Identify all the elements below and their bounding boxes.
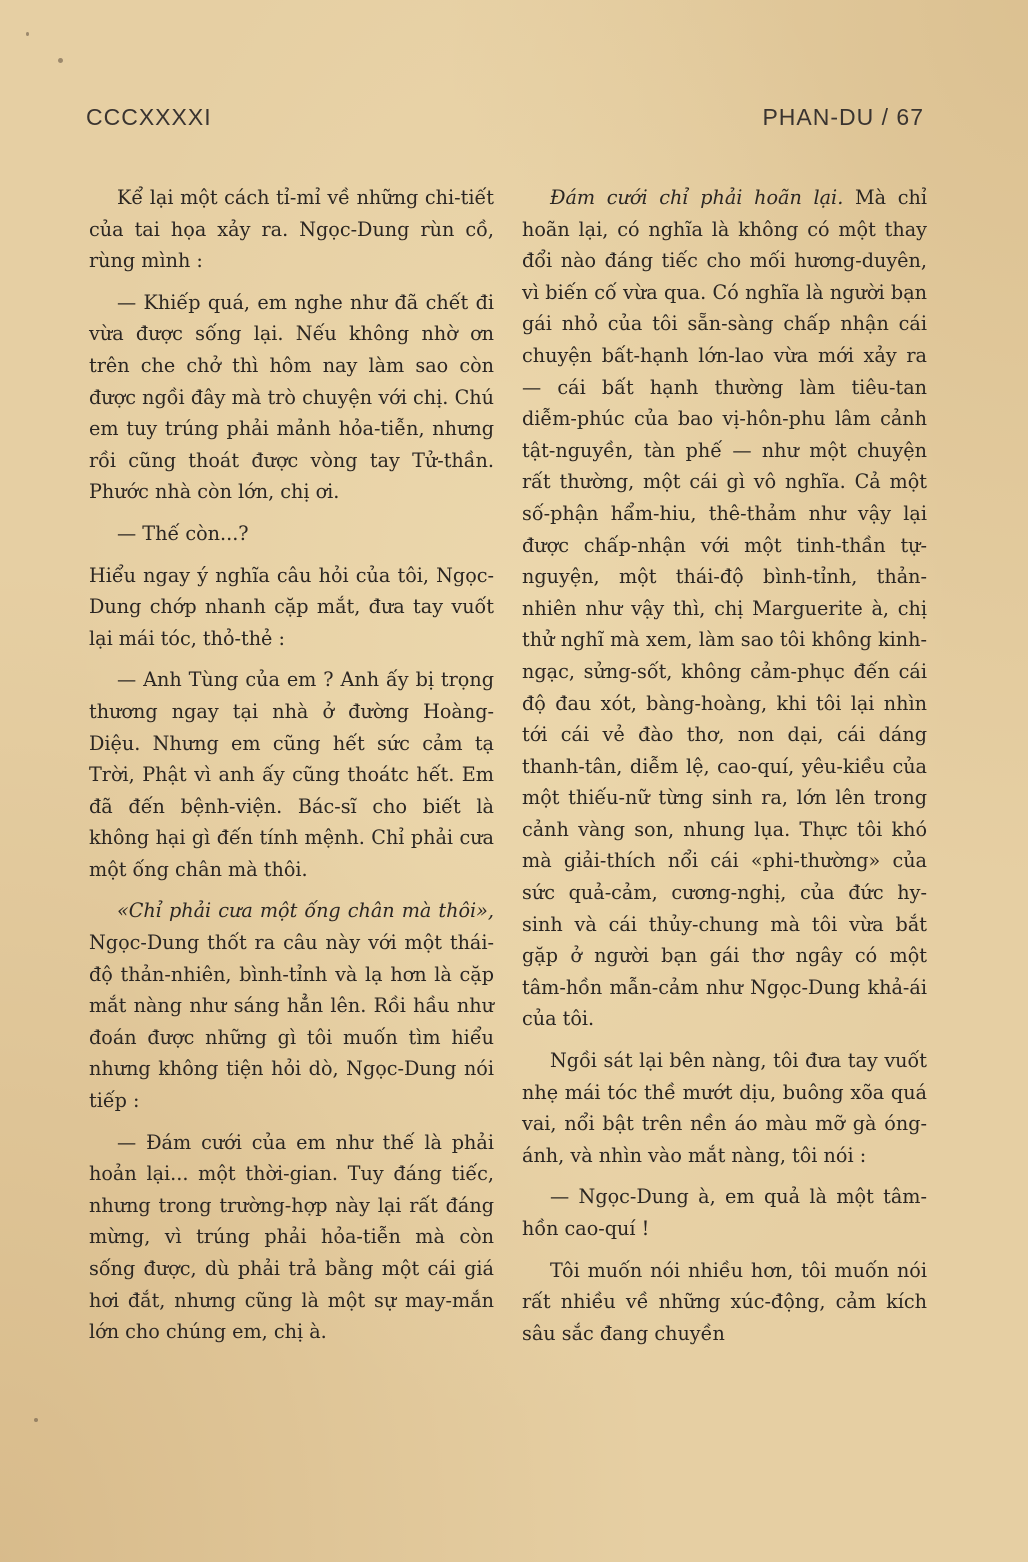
italic-phrase: Đám cưới chỉ phải hoãn lại. [550, 186, 844, 209]
running-head: PHAN-DU / 67 [762, 104, 924, 130]
paragraph: Ngồi sát lại bên nàng, tôi đưa tay vuốt nhẹ mái tóc thề mướt dịu, buông xõa quá vai, nổi bật trên nền áo màu mỡ gà óng-ánh, và nhìn vào mắt nàng, tôi nói : [522, 1049, 927, 1167]
paragraph-text: Mà chỉ hoãn lại, có nghĩa là không có một thay đổi nào đáng tiếc cho mối hương-duyên, vì biến cố vừa qua. Có nghĩa là người bạn gái nhỏ của tôi sẵn-sàng chấp nhận cái chuyện bất-hạnh lớn-lao vừa mới xảy ra — cái bất hạnh thường làm tiêu-tan diễm-phúc của bao vị-hôn-phu lâm cảnh tật-nguyền, tàn phế — như một chuyện rất thường, một cái gì vô nghĩa. Cả một số-phận hẩm-hiu, thê-thảm như vậy lại được chấp-nhận với một tinh-thần tự-nguyện, một thái-độ bình-tỉnh, thản-nhiên như vậy thì, chị Marguerite à, chị thử nghĩ mà xem, làm sao tôi không kinh-ngạc, sửng-sốt, không cảm-phục đến cái độ đau xót, bàng-hoàng, khi tôi lại nhìn tới cái vẻ đào thơ, non dại, cái dáng thanh-tân, diễm lệ, cao-quí, yêu-kiều của một thiếu-nữ từng sinh ra, lớn lên trong cảnh vàng son, nhung lụa. Thực tôi khó mà giải-thích nổi cái «phi-thường» của sức quả-cảm, cương-nghị, của đức hy-sinh và cái thủy-chung mà tôi vừa bắt gặp ở người bạn gái thơ ngây có một tâm-hồn mẫn-cảm như Ngọc-Dung khả-ái của tôi. [522, 186, 927, 1031]
paragraph: Kể lại một cách tỉ-mỉ về những chi-tiết của tai họa xảy ra. Ngọc-Dung rùn cồ, rùng mình : [89, 186, 494, 273]
paragraph [522, 182, 927, 1035]
paragraph: Tôi muốn nói nhiều hơn, tôi muốn nói rất nhiều về những xúc-động, cảm kích sâu sắc đang chuyền [522, 1258, 927, 1345]
paragraph: Hiểu ngay ý nghĩa câu hỏi của tôi, Ngọc-Dung chớp nhanh cặp mắt, đưa tay vuốt lại mái tóc, thỏ-thẻ : [89, 563, 494, 650]
paragraph [89, 895, 494, 1116]
paragraph: — Anh Tùng của em ? Anh ấy bị trọng thương ngay tại nhà ở đường Hoàng-Diệu. Nhưng em cũng hết sức cảm tạ Trời, Phật vì anh ấy cũng thoátc hết. Em đã đến bệnh-viện. Bác-sĩ cho biết là không hại gì đến tính mệnh. Chỉ phải cưa một ống chân mà thôi. [89, 668, 494, 881]
page-header [86, 104, 924, 140]
paragraph-text: Ngọc-Dung thốt ra câu này với một thái-độ thản-nhiên, bình-tỉnh và lạ hơn là cặp mắt nàng như sáng hẳn lên. Rồi hầu như đoán được những gì tôi muốn tìm hiểu nhưng không tiện hỏi dò, Ngọc-Dung nói tiếp : [89, 931, 494, 1113]
paper-speck [34, 1418, 38, 1422]
paragraph: — Thế còn...? [117, 521, 249, 545]
left-column [89, 182, 494, 1358]
paper-speck [58, 58, 63, 63]
paragraph: — Đám cưới của em như thế là phải hoản lại... một thời-gian. Tuy đáng tiếc, nhưng trong trường-hợp này lại rất đáng mừng, vì trúng phải hỏa-tiễn mà còn sống được, dù phải trả bằng một cái giá hơi đắt, nhưng cũng là một sự may-mắn lớn cho chúng em, chị à. [89, 1130, 494, 1344]
chapter-label: CCCXXXXI [86, 104, 212, 130]
paragraph: — Ngọc-Dung à, em quả là một tâm-hồn cao-quí ! [522, 1185, 927, 1240]
paper-speck [26, 32, 29, 36]
right-column [522, 182, 927, 1359]
italic-quote: «Chỉ phải cưa một ống chân mà thôi», [117, 899, 494, 923]
paragraph: — Khiếp quá, em nghe như đã chết đi vừa được sống lại. Nếu không nhờ ơn trên che chở thì hôm nay làm sao còn được ngồi đây mà trò chuyện với chị. Chú em tuy trúng phải mảnh hỏa-tiễn, nhưng rồi cũng thoát được vòng tay Tử-thần. Phước nhà còn lớn, chị ơi. [89, 290, 494, 504]
